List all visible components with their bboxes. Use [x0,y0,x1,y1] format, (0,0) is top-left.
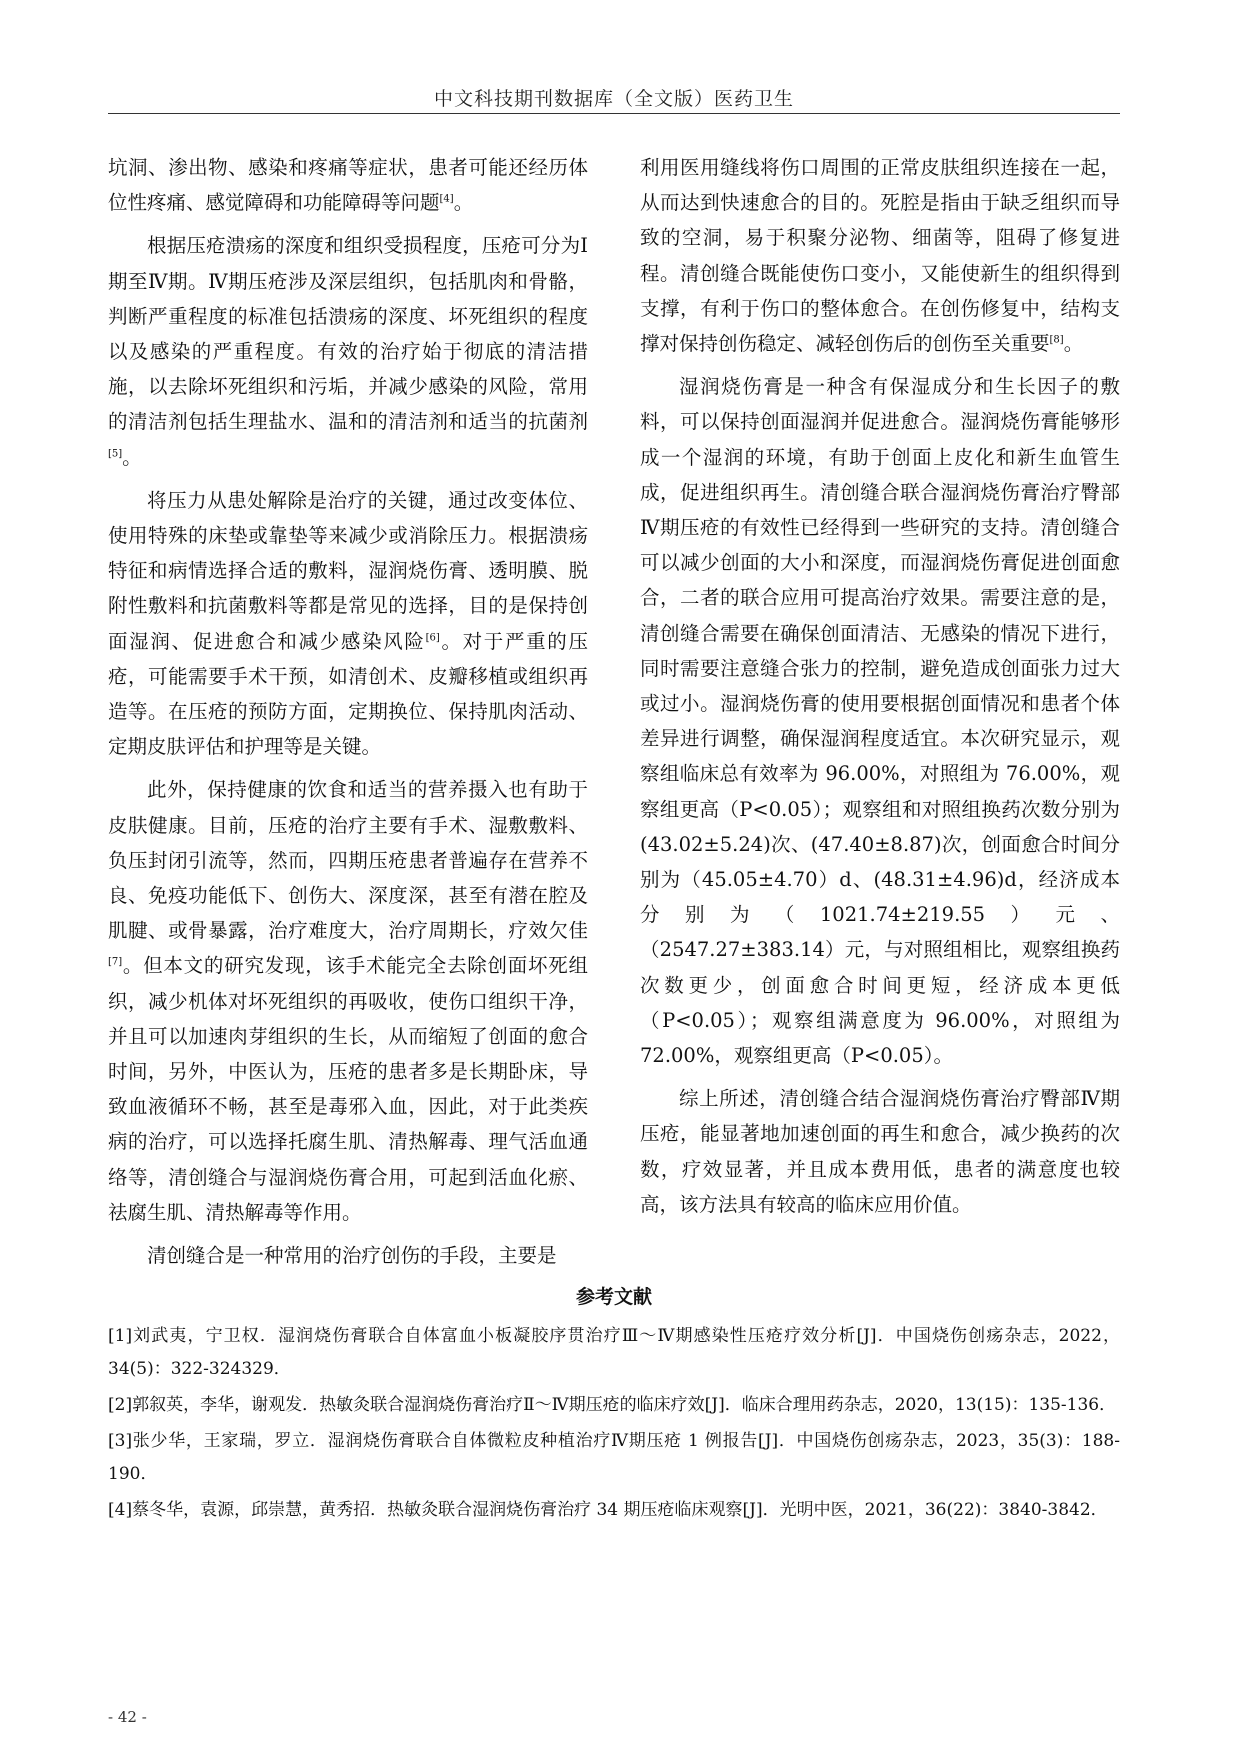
paragraph-text: 利用医用缝线将伤口周围的正常皮肤组织连接在一起，从而达到快速愈合的目的。死腔是指由于缺乏组织而导致的空洞，易于积聚分泌物、细菌等，阻碍了修复进程。清创缝合既能使伤口变小，又能使新生的组织得到支撑，有利于伤口的整体愈合。在创伤修复中，结构支撑对保持创伤稳定、减轻创伤后的创伤至关重要 [640,156,1120,356]
paragraph [108,772,588,1230]
reference-item: [3]张少华，王家瑞，罗立．湿润烧伤膏联合自体微粒皮种植治疗Ⅳ期压疮 1 例报告[J]．中国烧伤创疡杂志，2023，35(3)：188-190． [108,1431,1120,1484]
paragraph-text: 。对于严重的压疮，可能需要手术干预，如清创术、皮瓣移植或组织再造等。在压疮的预防方面，定期换位、保持肌肉活动、定期皮肤评估和护理等是关键。 [108,629,588,759]
paragraph: 清创缝合是一种常用的治疗创伤的手段，主要是 [147,1244,557,1268]
paragraph-text: 。 [1063,332,1084,356]
reference-item: [4]蔡冬华，袁源，邱崇慧，黄秀招．热敏灸联合湿润烧伤膏治疗 34 期压疮临床观察[J]．光明中医，2021，36(22)：3840-3842． [108,1500,1108,1520]
citation-marker: [4] [439,193,454,205]
paragraph-text: 。但本文的研究发现，该手术能完全去除创面坏死组织，减少机体对坏死组织的再吸收，使伤口组织干净，并且可以加速肉芽组织的生长，从而缩短了创面的愈合时间，另外，中医认为，压疮的患者多是长期卧床，导致血液循环不畅，甚至是毒邪入血，因此，对于此类疾病的治疗，可以选择托腐生肌、清热解毒、理气活血通络等，清创缝合与湿润烧伤膏合用，可起到活血化瘀、祛腐生肌、清热解毒等作用。 [108,954,588,1224]
journal-header: 中文科技期刊数据库（全文版）医药卫生 [433,88,794,110]
references-heading: 参考文献 [575,1286,652,1308]
paragraph-text: 根据压疮溃疡的深度和组织受损程度，压疮可分为Ⅰ期至Ⅳ期。Ⅳ期压疮涉及深层组织，包括肌肉和骨骼，判断严重程度的标准包括溃疡的深度、坏死组织的程度以及感染的严重程度。有效的治疗始于彻底的清洁措施，以去除坏死组织和污垢，并减少感染的风险，常用的清洁剂包括生理盐水、温和的清洁剂和适当的抗菌剂 [108,234,588,434]
reference-item: [2]郭叙英，李华，谢观发．热敏灸联合湿润烧伤膏治疗Ⅱ～Ⅳ期压疮的临床疗效[J]．临床合理用药杂志，2020，13(15)：135-136． [108,1395,1117,1415]
header-divider [108,113,1120,114]
left-column [108,150,588,1281]
paragraph-text: 此外，保持健康的饮食和适当的营养摄入也有助于皮肤健康。目前，压疮的治疗主要有手术、湿敷敷料、负压封闭引流等，然而，四期压疮患者普遍存在营养不良、免疫功能低下、创伤大、深度深，甚至有潜在腔及肌腱、或骨暴露，治疗难度大，治疗周期长，疗效欠佳 [108,778,588,943]
paragraph [108,483,588,765]
citation-marker: [6] [425,632,440,644]
reference-item: [1]刘武夷，宁卫权．湿润烧伤膏联合自体富血小板凝胶序贯治疗Ⅲ～Ⅳ期感染性压疮疗效分析[J]．中国烧伤创疡杂志，2022，34(5)：322-324329． [108,1326,1120,1379]
paragraph [640,150,1120,361]
page-number: - 42 - [108,1708,147,1726]
right-column [640,150,1120,1230]
paragraph-text: 。 [453,191,474,215]
paragraph-text: 坑洞、渗出物、感染和疼痛等症状，患者可能还经历体位性疼痛、感觉障碍和功能障碍等问题 [108,156,588,215]
paragraph-text: 将压力从患处解除是治疗的关键，通过改变体位、使用特殊的床垫或靠垫等来减少或消除压力。根据溃疡特征和病情选择合适的敷料，湿润烧伤膏、透明膜、脱附性敷料和抗菌敷料等都是常见的选择，目的是保持创面湿润、促进愈合和减少感染风险 [108,488,588,653]
paragraph [108,228,588,474]
references-list [108,1320,1120,1530]
citation-marker: [8] [1049,334,1064,346]
paragraph [108,150,588,220]
citation-marker: [5] [108,448,123,460]
paragraph: 湿润烧伤膏是一种含有保湿成分和生长因子的敷料，可以保持创面湿润并促进愈合。湿润烧伤膏能够形成一个湿润的环境，有助于创面上皮化和新生血管生成，促进组织再生。清创缝合联合湿润烧伤膏治疗臀部Ⅳ期压疮的有效性已经得到一些研究的支持。清创缝合可以减少创面的大小和深度，而湿润烧伤膏促进创面愈合，二者的联合应用可提高治疗效果。需要注意的是，清创缝合需要在确保创面清洁、无感染的情况下进行，同时需要注意缝合张力的控制，避免造成创面张力过大或过小。湿润烧伤膏的使用要根据创面情况和患者个体差异进行调整，确保湿润程度适宜。本次研究显示，观察组临床总有效率为 96.00%，对照组为 76.00%，观察组更高（P<0.05）；观察组和对照组换药次数分别为(43.02±5.24)次、(47.40±8.87)次，创面愈合时间分别为（45.05±4.70）d、(48.31±4.96)d，经济成本分别为（1021.74±219.55）元、（2547.27±383.14）元，与对照组相比，观察组换药次数更少，创面愈合时间更短，经济成本更低（P<0.05）；观察组满意度为 96.00%，对照组为 72.00%，观察组更高（P<0.05）。 [640,375,1120,1068]
paragraph-text: 。 [122,445,142,469]
paragraph: 综上所述，清创缝合结合湿润烧伤膏治疗臀部Ⅳ期压疮，能显著地加速创面的再生和愈合，减少换药的次数，疗效显著，并且成本费用低，患者的满意度也较高，该方法具有较高的临床应用价值。 [640,1087,1120,1216]
citation-marker: [7] [108,956,123,968]
